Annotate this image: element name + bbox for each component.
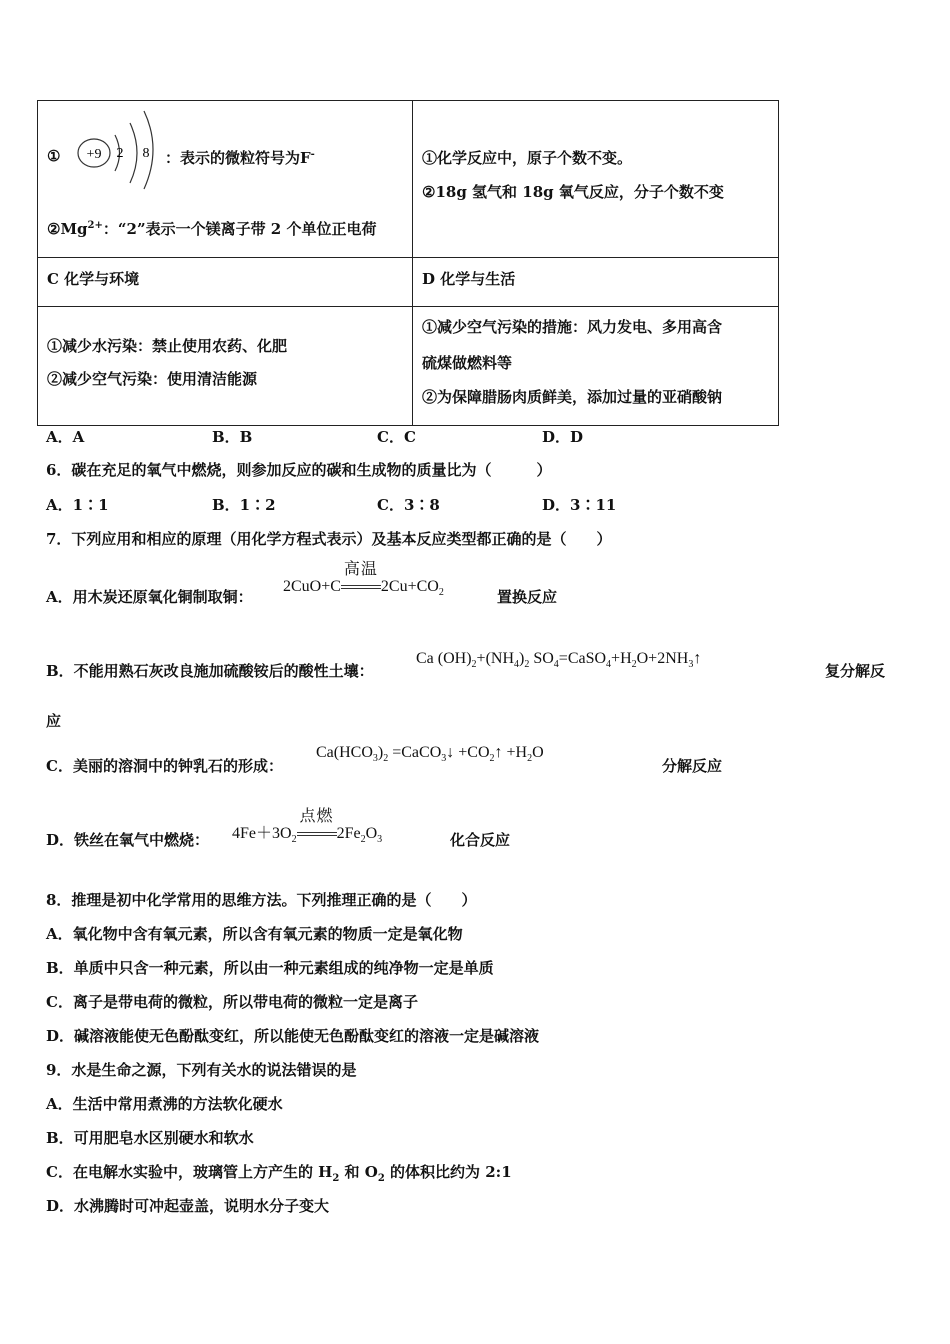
cell-b xyxy=(413,101,779,258)
q6-option-a[interactable]: A．1∶1 xyxy=(46,496,109,514)
q9-stem: 9．水是生命之源，下列有关水的说法错误的是 xyxy=(46,1061,357,1079)
q5-option-d[interactable]: D．D xyxy=(542,428,584,446)
q7-a-condition: 高温 xyxy=(343,561,378,578)
atom-nucleus: +9 xyxy=(86,147,102,162)
cell-c xyxy=(38,307,413,426)
q6-option-d[interactable]: D．3∶11 xyxy=(542,496,617,514)
b-item1: ①化学反应中，原子个数不变。 xyxy=(422,149,633,167)
q7-option-b-type-part2: 应 xyxy=(46,712,62,730)
a-item1-prefix: ① xyxy=(47,147,61,165)
q5-option-a[interactable]: A．A xyxy=(46,428,85,446)
cell-a xyxy=(38,101,413,258)
cell-d-header xyxy=(413,258,779,307)
c-item1: ①减少水污染：禁止使用农药、化肥 xyxy=(47,337,288,355)
fluorine-atom-structure-diagram xyxy=(72,109,162,191)
q7-option-d-type: 化合反应 xyxy=(450,831,511,849)
q8-stem: 8．推理是初中化学常用的思维方法。下列推理正确的是（ ） xyxy=(46,891,477,909)
q7-option-d-label[interactable]: D．铁丝在氧气中燃烧： xyxy=(46,831,210,849)
q8-option-b[interactable]: B．单质中只含一种元素，所以由一种元素组成的纯净物一定是单质 xyxy=(46,959,494,977)
q7-d-condition: 点燃 xyxy=(299,808,334,825)
q5-option-c[interactable]: C．C xyxy=(377,428,416,446)
atom-shell-1-electrons: 2 xyxy=(116,146,124,161)
q7-stem: 7．下列应用和相应的原理（用化学方程式表示）及基本反应类型都正确的是（ ） xyxy=(46,530,612,548)
q7-option-c-type: 分解反应 xyxy=(662,757,723,775)
c-item2: ②减少空气污染：使用清洁能源 xyxy=(47,370,258,388)
d-item1-line1: ①减少空气污染的措施：风力发电、多用高含 xyxy=(422,318,723,336)
q7-option-d-equation: $4Fe+3O_2$ 点燃 $2Fe_2O_3$ xyxy=(232,820,382,845)
q8-option-c[interactable]: C．离子是带电荷的微粒，所以带电荷的微粒一定是离子 xyxy=(46,993,418,1011)
q9-option-c[interactable]: C．在电解水实验中，玻璃管上方产生的 $H_2$ 和 $O_2$ 的体积比约为 2:1 xyxy=(46,1163,512,1184)
q9-option-a[interactable]: A．生活中常用煮沸的方法软化硬水 xyxy=(46,1095,283,1113)
b-item2: ②18g 氢气和 18g 氧气反应，分子个数不变 xyxy=(422,183,724,201)
q7-option-b-equation: Ca $(OH)_2+(NH_4)_2$ $SO_4=CaSO_4+H_2O+2NH_3↑$ xyxy=(416,650,702,671)
cell-c-header xyxy=(38,258,413,307)
q6-option-c[interactable]: C．3∶8 xyxy=(377,496,440,514)
comparison-table xyxy=(37,100,779,426)
q7-option-a-type: 置换反应 xyxy=(497,588,558,606)
a-item1-text: ：表示的微粒符号为F- xyxy=(165,149,315,167)
d-header: D 化学与生活 xyxy=(422,270,516,288)
q8-option-d[interactable]: D．碱溶液能使无色酚酞变红，所以能使无色酚酞变红的溶液一定是碱溶液 xyxy=(46,1027,540,1045)
q7-option-c-label[interactable]: C．美丽的溶洞中的钟乳石的形成： xyxy=(46,757,283,775)
a-item2-text: $②Mg^{2+}$：“2”表示一个镁离子带 2 个单位正电荷 xyxy=(47,220,377,238)
d-item2: ②为保障腊肠肉质鲜美，添加过量的亚硝酸钠 xyxy=(422,388,723,406)
q7-option-b-label[interactable]: B．不能用熟石灰改良施加硫酸铵后的酸性土壤： xyxy=(46,662,374,680)
q6-stem: 6．碳在充足的氧气中燃烧，则参加反应的碳和生成物的质量比为（ ） xyxy=(46,461,552,479)
q6-option-b[interactable]: B．1∶2 xyxy=(212,496,276,514)
q5-option-b[interactable]: B．B xyxy=(212,428,253,446)
q7-option-c-equation: $Ca(HCO_3)_2$ =CaCO$_3$↓ $+CO_2↑ +H_2O$ xyxy=(316,744,544,765)
c-header: C 化学与环境 xyxy=(47,270,140,288)
q7-option-a-label[interactable]: A．用木炭还原氧化铜制取铜： xyxy=(46,588,253,606)
q7-option-a-equation: 2CuO+C 高温 $2Cu+CO_2$ xyxy=(283,578,444,598)
atom-shell-2-electrons: 8 xyxy=(142,146,150,161)
cell-d xyxy=(413,307,779,426)
d-item1-line2: 硫煤做燃料等 xyxy=(422,354,513,372)
q9-option-b[interactable]: B．可用肥皂水区别硬水和软水 xyxy=(46,1129,254,1147)
q8-option-a[interactable]: A．氧化物中含有氧元素，所以含有氧元素的物质一定是氧化物 xyxy=(46,925,463,943)
q7-option-b-type-part1: 复分解反 xyxy=(825,662,886,680)
q9-option-d[interactable]: D．水沸腾时可冲起壶盖，说明水分子变大 xyxy=(46,1197,330,1215)
